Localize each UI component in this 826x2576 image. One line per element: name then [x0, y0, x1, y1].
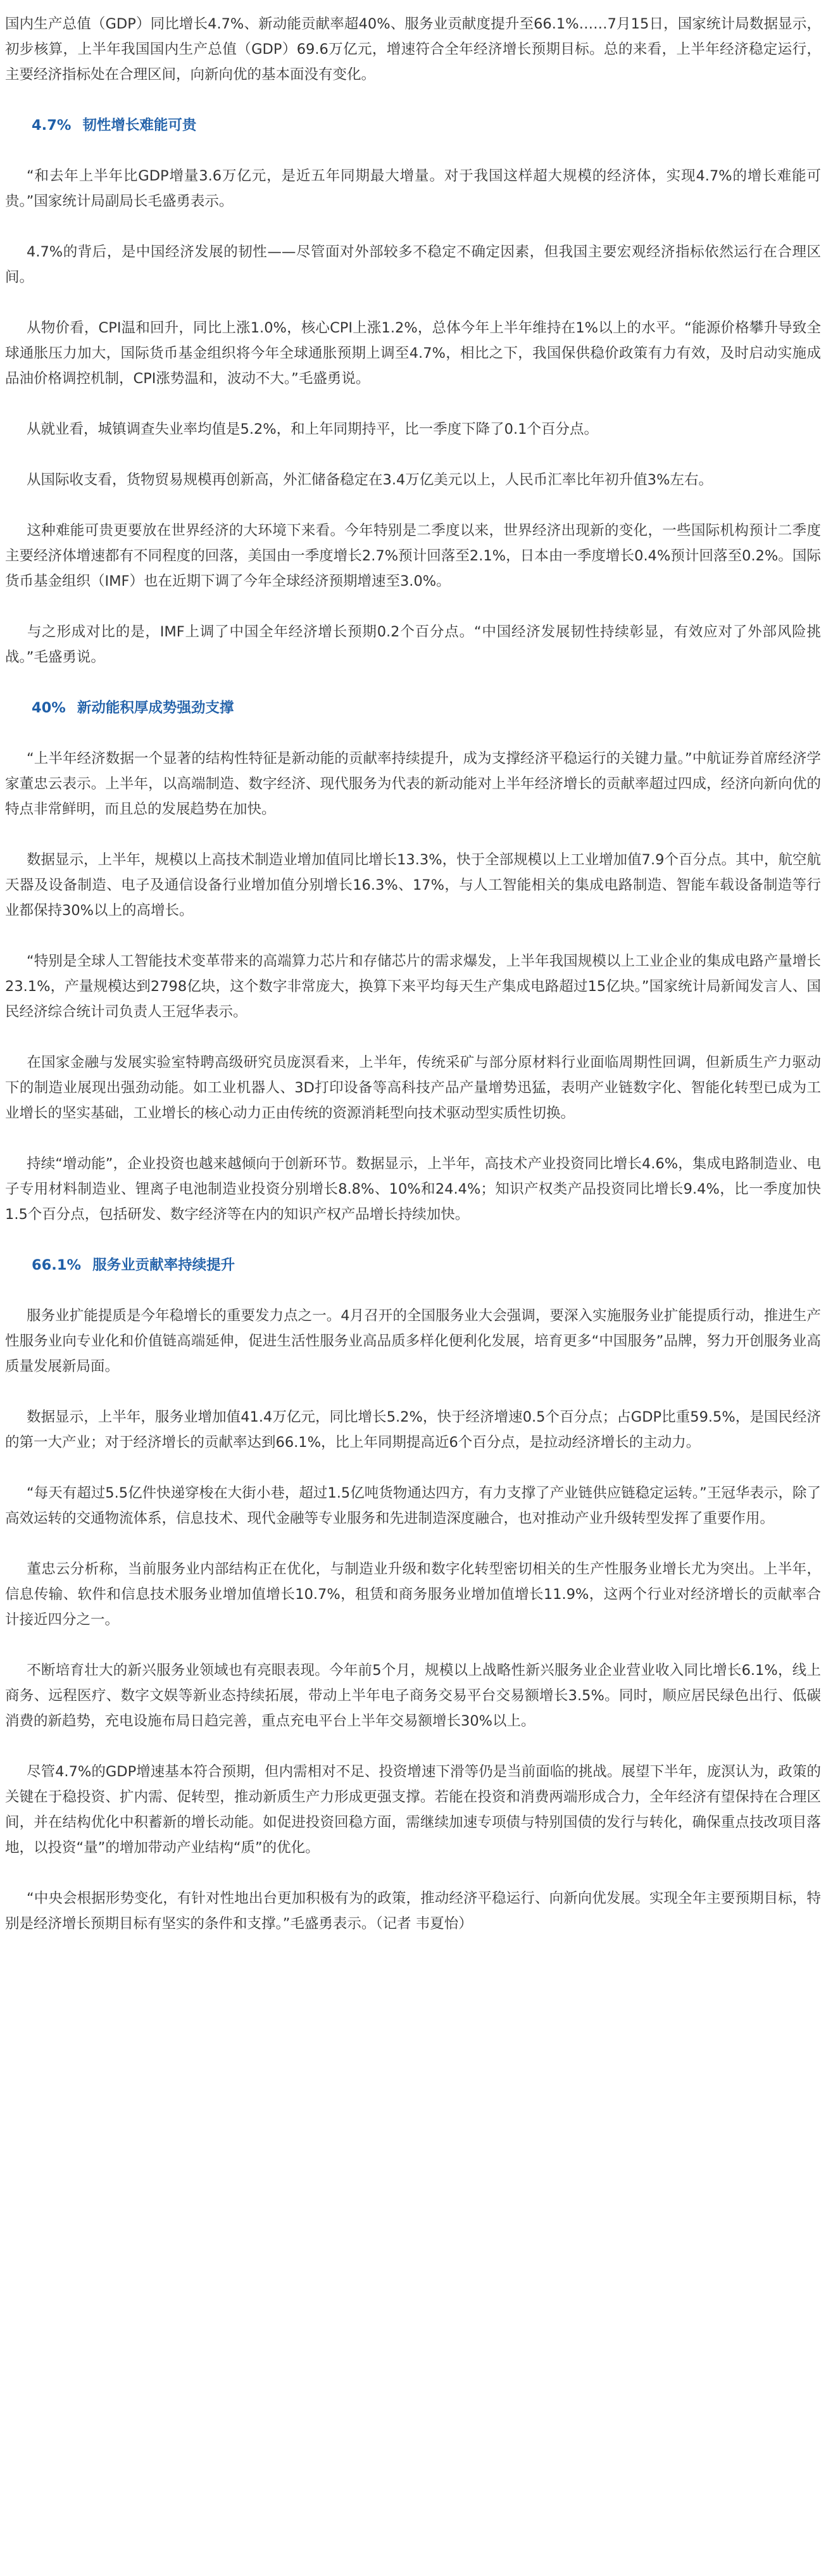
paragraph-text: 数据显示，上半年，服务业增加值41.4万亿元，同比增长5.2%，快于经济增速0.5个百分点；占GDP比重59.5%，是国民经济的第一大产业；对于经济增长的贡献率达到66.1%，比上年同期提高近6个百分点，是拉动经济增长的主动力。 [5, 1409, 821, 1451]
article-paragraph [5, 1886, 821, 1936]
article-paragraph [5, 239, 821, 290]
paragraph-text: 从就业看，城镇调查失业率均值是5.2%，和上年同期持平，比一季度下降了0.1个百分点。 [27, 421, 598, 438]
article-paragraph [5, 847, 821, 923]
article-paragraph [5, 417, 821, 442]
section-heading-figure: 4.7% [32, 117, 72, 134]
article-paragraph [5, 11, 821, 87]
section-heading-figure: 40% [32, 700, 66, 716]
paragraph-text: 与之形成对比的是，IMF上调了中国全年经济增长预期0.2个百分点。“中国经济发展韧性持续彰显，有效应对了外部风险挑战。”毛盛勇说。 [5, 624, 821, 666]
section-heading-title: 新动能积厚成势强劲支撑 [77, 700, 234, 716]
paragraph-text: 董忠云分析称，当前服务业内部结构正在优化，与制造业升级和数字化转型密切相关的生产性服务业增长尤为突出。上半年，信息传输、软件和信息技术服务业增加值增长10.7%，租赁和商务服务业增加值增长11.9%，这两个行业对经济增长的贡献率合计接近四分之一。 [5, 1561, 821, 1628]
paragraph-text: 4.7%的背后，是中国经济发展的韧性——尽管面对外部较多不稳定不确定因素，但我国主要宏观经济指标依然运行在合理区间。 [5, 244, 821, 286]
paragraph-text: 不断培育壮大的新兴服务业领域也有亮眼表现。今年前5个月，规模以上战略性新兴服务业企业营业收入同比增长6.1%，线上商务、远程医疗、数字文娱等新业态持续拓展，带动上半年电子商务交易平台交易额增长3.5%。同时，顺应居民绿色出行、低碳消费的新趋势，充电设施布局日趋完善，重点充电平台上半年交易额增长30%以上。 [5, 1662, 821, 1729]
paragraph-text: “特别是全球人工智能技术变革带来的高端算力芯片和存储芯片的需求爆发，上半年我国规模以上工业企业的集成电路产量增长23.1%，产量规模达到2798亿块，这个数字非常庞大，换算下来平均每天生产集成电路超过15亿块。”国家统计局新闻发言人、国民经济综合统计司负责人王冠华表示。 [5, 953, 821, 1020]
paragraph-text: “中央会根据形势变化，有针对性地出台更加积极有为的政策，推动经济平稳运行、向新向优发展。实现全年主要预期目标，特别是经济增长预期目标有坚实的条件和支撑。”毛盛勇表示。（记者 韦夏怡） [5, 1890, 821, 1932]
article-paragraph [5, 1151, 821, 1227]
article-paragraph [5, 619, 821, 670]
article-paragraph [5, 467, 821, 493]
article-paragraph [5, 1556, 821, 1632]
article-paragraph [5, 1658, 821, 1734]
section-heading [5, 695, 821, 721]
paragraph-text: 持续“增动能”，企业投资也越来越倾向于创新环节。数据显示，上半年，高技术产业投资同比增长4.6%，集成电路制造业、电子专用材料制造业、锂离子电池制造业投资分别增长8.8%、10%和24.4%；知识产权类产品投资同比增长9.4%，比一季度加快1.5个百分点，包括研发、数字经济等在内的知识产权产品增长持续加快。 [5, 1156, 821, 1223]
paragraph-text: 从国际收支看，货物贸易规模再创新高，外汇储备稳定在3.4万亿美元以上，人民币汇率比年初升值3%左右。 [27, 472, 713, 488]
paragraph-text: 这种难能可贵更要放在世界经济的大环境下来看。今年特别是二季度以来，世界经济出现新的变化，一些国际机构预计二季度主要经济体增速都有不同程度的回落，美国由一季度增长2.7%预计回落至2.1%，日本由一季度增长0.4%预计回落至0.2%。国际货币基金组织（IMF）也在近期下调了今年全球经济预期增速至3.0%。 [5, 522, 821, 590]
article-paragraph [5, 949, 821, 1025]
section-heading-figure: 66.1% [32, 1257, 82, 1273]
article-paragraph [5, 1405, 821, 1455]
paragraph-text: 在国家金融与发展实验室特聘高级研究员庞溟看来，上半年，传统采矿与部分原材料行业面临周期性回调，但新质生产力驱动下的制造业展现出强劲动能。如工业机器人、3D打印设备等高科技产品产量增势迅猛，表明产业链数字化、智能化转型已成为工业增长的坚实基础，工业增长的核心动力正由传统的资源消耗型向技术驱动型实质性切换。 [5, 1054, 821, 1121]
section-heading-title: 韧性增长难能可贵 [82, 117, 197, 134]
article-paragraph [5, 315, 821, 391]
paragraph-text: 国内生产总值（GDP）同比增长4.7%、新动能贡献率超40%、服务业贡献度提升至66.1%……7月15日，国家统计局数据显示，初步核算，上半年我国国内生产总值（GDP）69.6万亿元，增速符合全年经济增长预期目标。总的来看，上半年经济稳定运行，主要经济指标处在合理区间，向新向优的基本面没有变化。 [5, 16, 821, 83]
article-paragraph [5, 1303, 821, 1379]
section-heading-title: 服务业贡献率持续提升 [92, 1257, 235, 1273]
article-paragraph [5, 1481, 821, 1531]
paragraph-text: 从物价看，CPI温和回升，同比上涨1.0%，核心CPI上涨1.2%，总体今年上半年维持在1%以上的水平。“能源价格攀升导致全球通胀压力加大，国际货币基金组织将今年全球通胀预期上调至4.7%，相比之下，我国保供稳价政策有力有效，及时启动实施成品油价格调控机制，CPI涨势温和，波动不大。”毛盛勇说。 [5, 320, 821, 387]
paragraph-text: 服务业扩能提质是今年稳增长的重要发力点之一。4月召开的全国服务业大会强调，要深入实施服务业扩能提质行动，推进生产性服务业向专业化和价值链高端延伸，促进生活性服务业高品质多样化便利化发展，培育更多“中国服务”品牌，努力开创服务业高质量发展新局面。 [5, 1308, 821, 1375]
paragraph-text: “和去年上半年比GDP增量3.6万亿元，是近五年同期最大增量。对于我国这样超大规模的经济体，实现4.7%的增长难能可贵。”国家统计局副局长毛盛勇表示。 [5, 168, 821, 210]
article-paragraph [5, 1050, 821, 1126]
paragraph-text: 数据显示，上半年，规模以上高技术制造业增加值同比增长13.3%，快于全部规模以上工业增加值7.9个百分点。其中，航空航天器及设备制造、电子及通信设备行业增加值分别增长16.3%、17%，与人工智能相关的集成电路制造、智能车载设备制造等行业都保持30%以上的高增长。 [5, 852, 821, 919]
article-paragraph [5, 163, 821, 214]
paragraph-text: “每天有超过5.5亿件快递穿梭在大街小巷，超过1.5亿吨货物通达四方，有力支撑了产业链供应链稳定运转。”王冠华表示，除了高效运转的交通物流体系，信息技术、现代金融等专业服务和先进制造深度融合，也对推动产业升级转型发挥了重要作用。 [5, 1485, 821, 1527]
article-paragraph [5, 1759, 821, 1860]
article-paragraph [5, 518, 821, 594]
article-paragraph [5, 746, 821, 822]
paragraph-text: “上半年经济数据一个显著的结构性特征是新动能的贡献率持续提升，成为支撑经济平稳运行的关键力量。”中航证券首席经济学家董忠云表示。上半年，以高端制造、数字经济、现代服务为代表的新动能对上半年经济增长的贡献率超过四成，经济向新向优的特点非常鲜明，而且总的发展趋势在加快。 [5, 750, 821, 818]
section-heading [5, 113, 821, 138]
paragraph-text: 尽管4.7%的GDP增速基本符合预期，但内需相对不足、投资增速下滑等仍是当前面临的挑战。展望下半年，庞溟认为，政策的关键在于稳投资、扩内需、促转型，推动新质生产力形成更强支撑。若能在投资和消费两端形成合力，全年经济有望保持在合理区间，并在结构优化中积蓄新的增长动能。如促进投资回稳方面，需继续加速专项债与特别国债的发行与转化，确保重点技改项目落地，以投资“量”的增加带动产业结构“质”的优化。 [5, 1764, 821, 1856]
section-heading [5, 1253, 821, 1278]
